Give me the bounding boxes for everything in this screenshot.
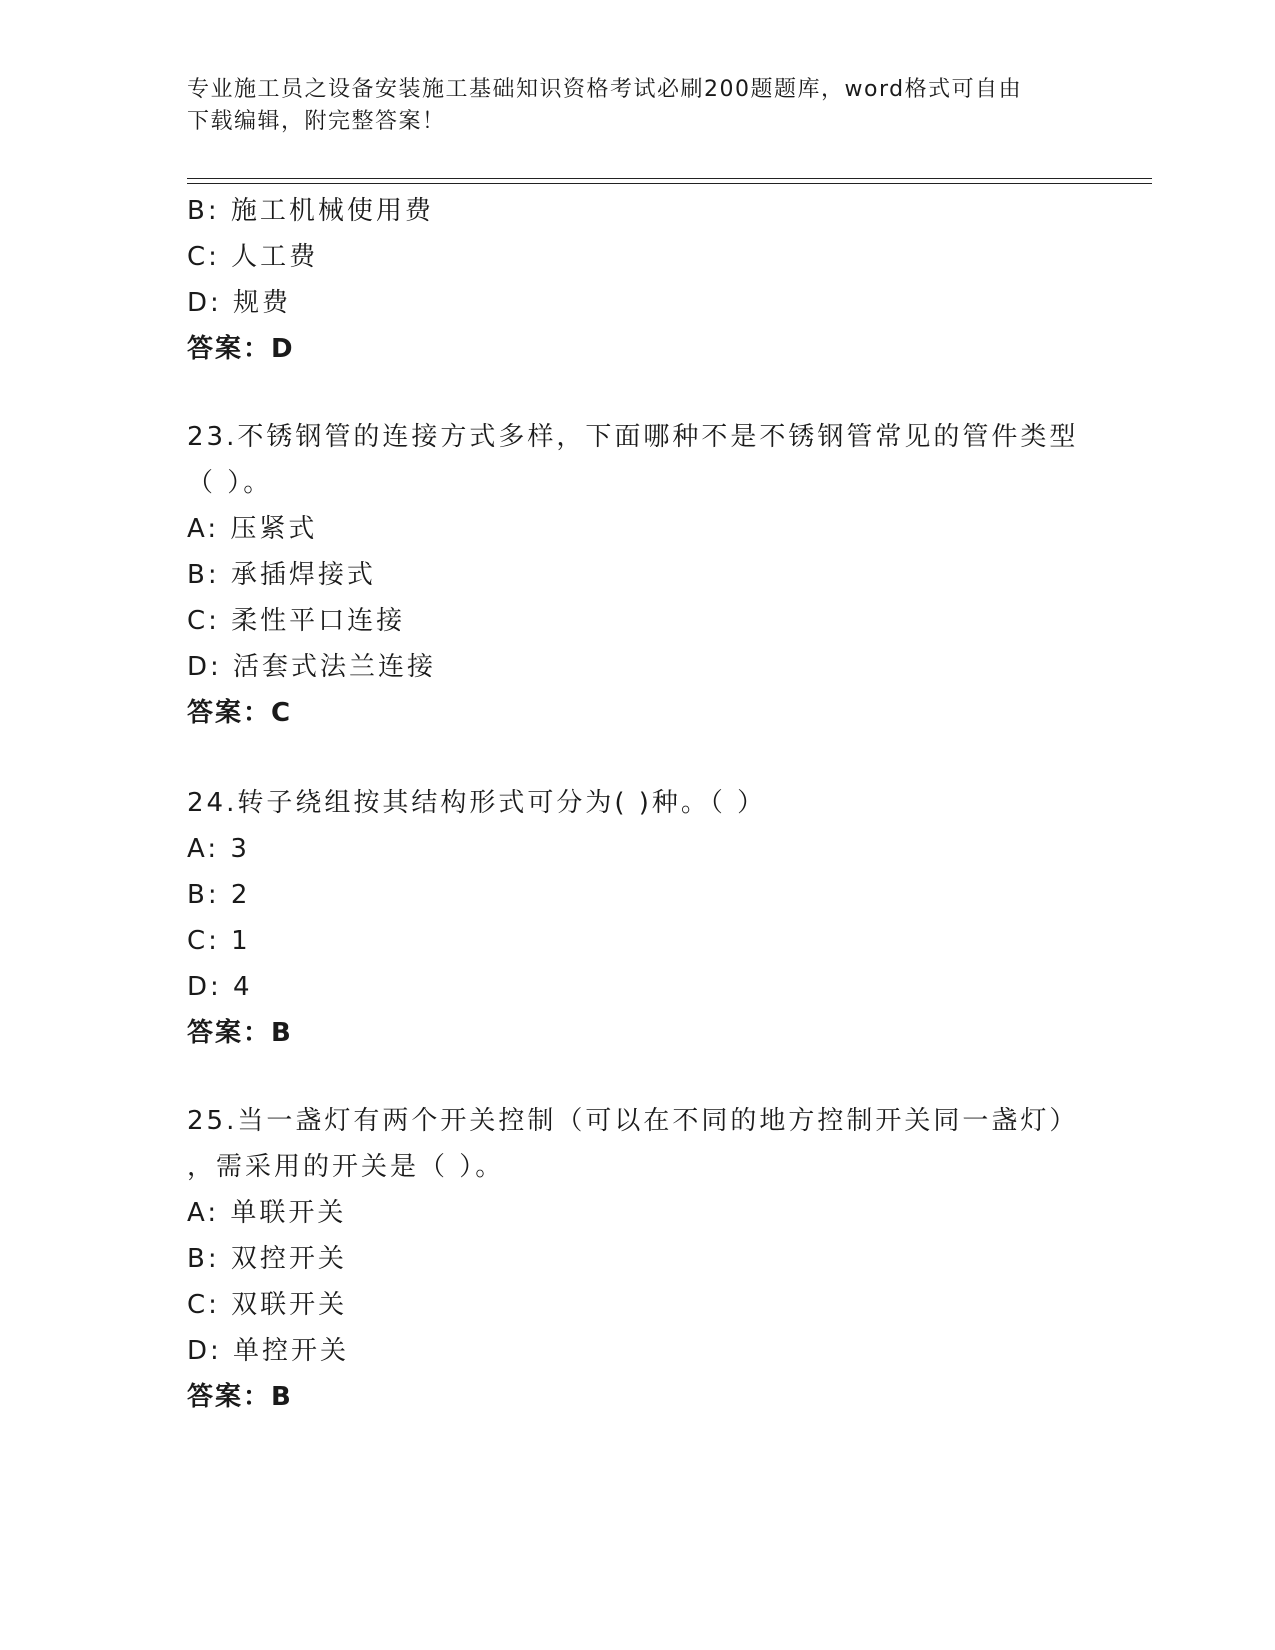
question-24-option-b: B: 2 [187, 880, 251, 910]
question-23-stem-line-1: 23.不锈钢管的连接方式多样，下面哪种不是不锈钢管常见的管件类型 [187, 422, 1079, 452]
question-23-option-a: A: 压紧式 [187, 514, 318, 544]
question-25-option-b: B: 双控开关 [187, 1244, 347, 1274]
question-25-answer: 答案：B [187, 1382, 293, 1412]
question-24 [187, 780, 1147, 1056]
question-23-stem-line-2: （ ）。 [187, 468, 273, 498]
question-24-option-d: D: 4 [187, 972, 253, 1002]
question-25-stem-line-2: ，需采用的开关是（ ）。 [187, 1152, 505, 1182]
question-25-stem-line-1: 25.当一盏灯有两个开关控制（可以在不同的地方控制开关同一盏灯） [187, 1106, 1079, 1136]
question-24-option-c: C: 1 [187, 926, 251, 956]
question-23-option-c: C: 柔性平口连接 [187, 606, 406, 636]
header-title-line-1: 专业施工员之设备安装施工基础知识资格考试必刷200题题库，word格式可自由 [187, 77, 1023, 102]
question-22 [187, 188, 1147, 372]
header-title-line-2: 下载编辑，附完整答案！ [187, 109, 446, 134]
question-22-option-c: C: 人工费 [187, 242, 319, 272]
question-25-option-a: A: 单联开关 [187, 1198, 347, 1228]
question-25-option-c: C: 双联开关 [187, 1290, 348, 1320]
header-divider [187, 178, 1152, 184]
question-22-option-b: B: 施工机械使用费 [187, 196, 434, 226]
spacer [187, 736, 1147, 780]
question-24-answer: 答案：B [187, 1018, 293, 1048]
question-24-stem-line-1: 24.转子绕组按其结构形式可分为( )种。（ ） [187, 788, 767, 818]
question-24-option-a: A: 3 [187, 834, 250, 864]
question-25 [187, 1098, 1147, 1420]
question-23-option-b: B: 承插焊接式 [187, 560, 376, 590]
page-header [187, 74, 1067, 138]
question-list [187, 188, 1147, 1420]
question-22-option-d: D: 规费 [187, 288, 292, 318]
question-23-answer: 答案：C [187, 698, 293, 728]
question-23-option-d: D: 活套式法兰连接 [187, 652, 437, 682]
spacer [187, 372, 1147, 414]
question-22-answer: 答案：D [187, 334, 295, 364]
spacer [187, 1056, 1147, 1098]
question-23 [187, 414, 1147, 736]
question-25-option-d: D: 单控开关 [187, 1336, 350, 1366]
